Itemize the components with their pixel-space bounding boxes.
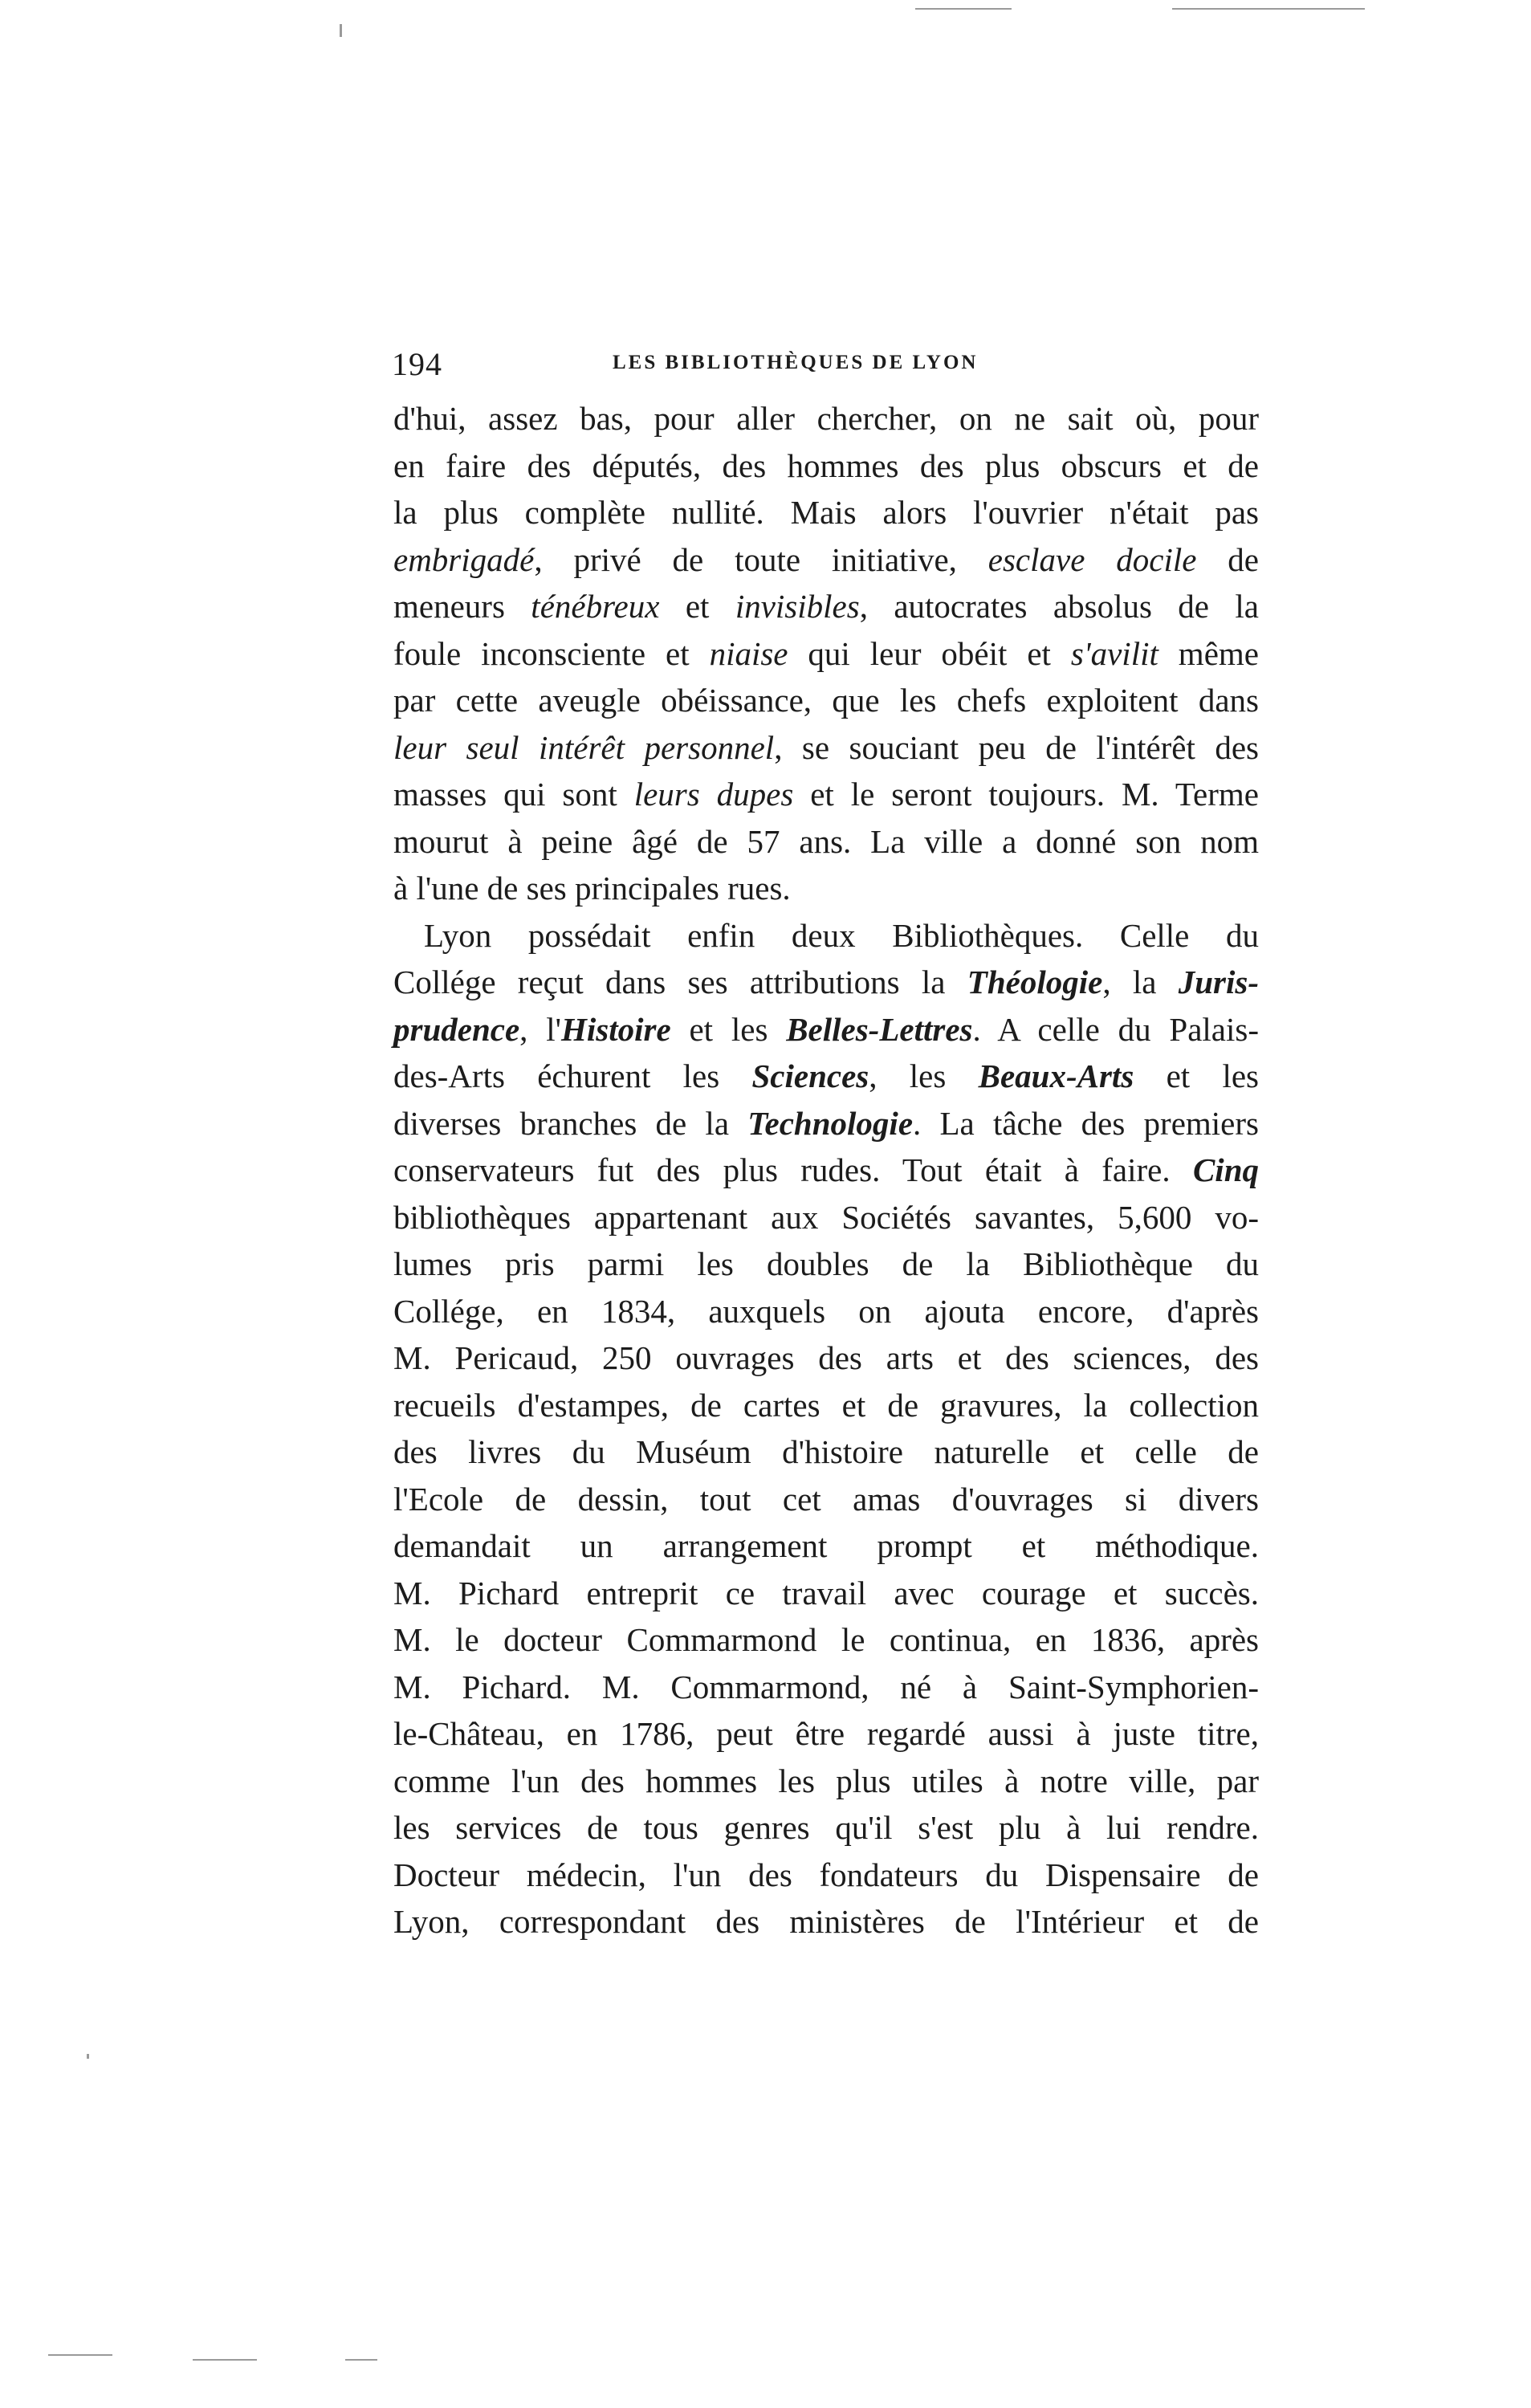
text-run: et les bbox=[1134, 1057, 1259, 1094]
text-line bbox=[393, 1241, 1259, 1288]
scan-mark bbox=[48, 2354, 112, 2356]
text-run: . A celle du Palais- bbox=[972, 1010, 1259, 1048]
text-run: , l' bbox=[519, 1010, 561, 1048]
text-line bbox=[393, 1852, 1259, 1899]
text-run: à l'une de ses principales rues. bbox=[393, 870, 791, 907]
text-line bbox=[393, 1522, 1259, 1570]
text-run: et le seront toujours. M. Terme bbox=[793, 776, 1259, 813]
page-number: 194 bbox=[392, 346, 442, 382]
text-line bbox=[393, 1570, 1259, 1617]
emphasis-run: Juris- bbox=[1178, 964, 1260, 1000]
text-run: conservateurs fut des plus rudes. Tout était à faire. bbox=[393, 1151, 1193, 1188]
text-run: de bbox=[1196, 540, 1259, 578]
body-text bbox=[393, 395, 1259, 1946]
text-line bbox=[393, 865, 1259, 912]
emphasis-run: invisibles bbox=[735, 588, 860, 625]
text-run: d'hui, assez bas, pour aller chercher, on ne sait où, pour bbox=[393, 400, 1259, 437]
emphasis-run: leurs dupes bbox=[633, 776, 794, 813]
text-line bbox=[393, 630, 1259, 678]
scan-mark bbox=[340, 24, 342, 37]
text-run: la plus complète nullité. Mais alors l'ouvrier n'était pas bbox=[393, 494, 1259, 531]
emphasis-run: niaise bbox=[709, 634, 788, 672]
emphasis-run: s'avilit bbox=[1070, 634, 1158, 672]
text-line bbox=[393, 1476, 1259, 1523]
text-run: Collége reçut dans ses attributions la bbox=[393, 964, 967, 1000]
text-line bbox=[393, 818, 1259, 866]
text-run: M. Pericaud, 250 ouvrages des arts et des sciences, des bbox=[393, 1339, 1259, 1376]
text-line bbox=[393, 1710, 1259, 1758]
emphasis-run: Beaux-Arts bbox=[978, 1057, 1134, 1094]
text-run: des-Arts échurent les bbox=[393, 1057, 752, 1094]
scan-mark bbox=[87, 2054, 89, 2059]
emphasis-run: prudence bbox=[393, 1010, 520, 1048]
text-line bbox=[393, 1382, 1259, 1429]
running-title: LES BIBLIOTHÈQUES DE LYON bbox=[613, 352, 979, 373]
emphasis-run: Histoire bbox=[560, 1010, 671, 1048]
text-run: foule inconsciente et bbox=[393, 634, 710, 672]
text-line bbox=[393, 1006, 1259, 1053]
text-run: masses qui sont bbox=[393, 776, 634, 813]
text-run: qui leur obéit et bbox=[788, 634, 1071, 672]
text-run: , les bbox=[869, 1057, 979, 1094]
text-line bbox=[393, 912, 1259, 960]
text-run: en faire des députés, des hommes des plus obscurs et de bbox=[393, 446, 1259, 484]
text-run: même bbox=[1158, 634, 1259, 672]
text-run: le-Château, en 1786, peut être regardé aussi à juste titre, bbox=[393, 1715, 1259, 1752]
emphasis-run: Belles-Lettres bbox=[786, 1010, 973, 1048]
text-line bbox=[393, 1758, 1259, 1805]
text-run: recueils d'estampes, de cartes et de gravures, la collection bbox=[393, 1386, 1259, 1424]
text-line bbox=[393, 1147, 1259, 1194]
text-run: , autocrates absolus de la bbox=[859, 588, 1259, 625]
emphasis-run: Sciences bbox=[751, 1057, 869, 1094]
text-line bbox=[393, 959, 1259, 1006]
text-run: Docteur médecin, l'un des fondateurs du Dispensaire de bbox=[393, 1856, 1259, 1893]
text-run: bibliothèques appartenant aux Sociétés savantes, 5,600 vo- bbox=[393, 1198, 1259, 1236]
text-line bbox=[393, 677, 1259, 724]
text-line bbox=[393, 1804, 1259, 1852]
emphasis-run: esclave docile bbox=[987, 540, 1197, 578]
text-line bbox=[393, 442, 1259, 490]
text-run: par cette aveugle obéissance, que les chefs exploitent dans bbox=[393, 682, 1259, 719]
scan-mark bbox=[915, 8, 1012, 10]
text-line bbox=[393, 771, 1259, 818]
text-line bbox=[393, 489, 1259, 536]
page-header bbox=[392, 345, 1283, 385]
text-run: M. Pichard. M. Commarmond, né à Saint-Symphorien- bbox=[393, 1668, 1259, 1705]
text-run: . La tâche des premiers bbox=[913, 1104, 1259, 1142]
emphasis-run: Technologie bbox=[747, 1104, 914, 1142]
text-run: des livres du Muséum d'histoire naturelle et celle de bbox=[393, 1433, 1259, 1470]
text-run: Collége, en 1834, auxquels on ajouta encore, d'après bbox=[393, 1292, 1259, 1330]
text-line bbox=[393, 1334, 1259, 1382]
scan-mark bbox=[1172, 8, 1365, 10]
text-run: demandait un arrangement prompt et méthodique. bbox=[393, 1527, 1259, 1564]
text-line bbox=[393, 1428, 1259, 1476]
text-run: les services de tous genres qu'il s'est plu à lui rendre. bbox=[393, 1809, 1259, 1846]
text-line bbox=[393, 395, 1259, 442]
text-line bbox=[393, 724, 1259, 772]
text-run: M. le docteur Commarmond le continua, en 1836, après bbox=[393, 1621, 1259, 1658]
text-run: , la bbox=[1102, 964, 1179, 1000]
text-run: et les bbox=[670, 1010, 787, 1048]
scan-mark bbox=[193, 2359, 257, 2361]
text-line bbox=[393, 536, 1259, 584]
text-run: Lyon, correspondant des ministères de l'Intérieur et de bbox=[393, 1903, 1259, 1940]
text-run: , se souciant peu de l'intérêt des bbox=[774, 728, 1260, 766]
emphasis-run: Cinq bbox=[1192, 1151, 1259, 1188]
emphasis-run: ténébreux bbox=[531, 588, 660, 625]
text-run: Lyon possédait enfin deux Bibliothèques. Celle du bbox=[424, 916, 1259, 954]
scan-mark bbox=[345, 2359, 377, 2361]
text-line bbox=[393, 1053, 1259, 1100]
text-line bbox=[393, 1664, 1259, 1711]
text-run: l'Ecole de dessin, tout cet amas d'ouvrages si divers bbox=[393, 1480, 1259, 1518]
emphasis-run: embrigadé bbox=[393, 540, 535, 578]
text-line bbox=[393, 1100, 1259, 1147]
text-line bbox=[393, 1288, 1259, 1335]
text-line bbox=[393, 1898, 1259, 1946]
text-run: meneurs bbox=[393, 588, 531, 625]
text-run: mourut à peine âgé de 57 ans. La ville a donné son nom bbox=[393, 822, 1259, 860]
text-line bbox=[393, 1616, 1259, 1664]
emphasis-run: leur seul intérêt personnel bbox=[393, 728, 775, 766]
text-run: , privé de toute initiative, bbox=[534, 540, 988, 578]
text-run: diverses branches de la bbox=[393, 1104, 748, 1142]
emphasis-run: Théologie bbox=[967, 964, 1103, 1000]
text-run: et bbox=[659, 588, 735, 625]
text-line bbox=[393, 1194, 1259, 1241]
text-line bbox=[393, 583, 1259, 630]
text-run: comme l'un des hommes les plus utiles à notre ville, par bbox=[393, 1762, 1259, 1799]
text-run: lumes pris parmi les doubles de la Bibliothèque du bbox=[393, 1245, 1259, 1282]
text-run: M. Pichard entreprit ce travail avec courage et succès. bbox=[393, 1574, 1259, 1611]
